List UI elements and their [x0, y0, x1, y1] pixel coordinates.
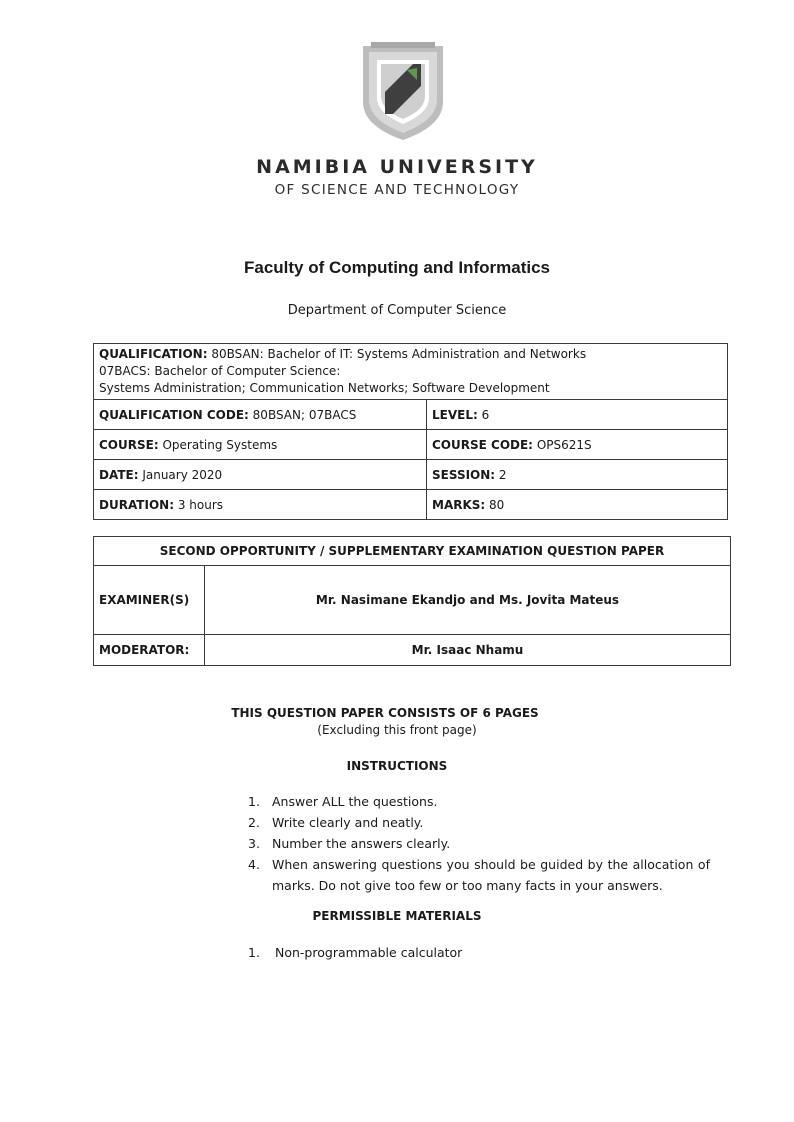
level-cell	[427, 400, 728, 430]
session-label: SESSION:	[432, 467, 496, 482]
course-code-label: COURSE CODE:	[432, 437, 533, 452]
marks-value: 80	[489, 497, 505, 512]
exam-type-heading: SECOND OPPORTUNITY / SUPPLEMENTARY EXAMINATION QUESTION PAPER	[94, 537, 731, 566]
qualification-line2: 07BACS: Bachelor of Computer Science:	[99, 364, 341, 378]
level-label: LEVEL:	[432, 407, 478, 422]
moderator-value: Mr. Isaac Nhamu	[205, 635, 731, 666]
instructions-heading: INSTRUCTIONS	[346, 759, 448, 773]
exam-info-table	[93, 343, 728, 520]
excluding-note: (Excluding this front page)	[317, 723, 477, 737]
list-item	[248, 854, 710, 896]
instructions-list	[248, 791, 710, 896]
date-value: January 2020	[142, 467, 223, 482]
materials-list	[248, 942, 710, 963]
qualification-label: QUALIFICATION:	[99, 347, 208, 361]
instruction-text: When answering questions you should be guided by the allocation of marks. Do not give too few or too many facts in your answers.	[272, 857, 710, 893]
session-value: 2	[498, 467, 507, 482]
qualification-line1: 80BSAN: Bachelor of IT: Systems Administration and Networks	[211, 347, 587, 361]
page-count-note: THIS QUESTION PAPER CONSISTS OF 6 PAGES	[231, 706, 539, 720]
examiner-table	[93, 536, 731, 666]
instruction-text: Number the answers clearly.	[272, 836, 451, 851]
course-code-value: OPS621S	[536, 437, 592, 452]
examiners-label: EXAMINER(S)	[94, 566, 205, 635]
qualification-line3: Systems Administration; Communication Networks; Software Development	[99, 381, 550, 395]
qualification-cell	[94, 344, 728, 400]
material-text: Non-programmable calculator	[275, 945, 463, 960]
list-number: 1.	[248, 794, 260, 809]
session-cell	[427, 460, 728, 490]
permissible-materials-heading: PERMISSIBLE MATERIALS	[312, 909, 482, 923]
course-code-cell	[427, 430, 728, 460]
course-cell	[94, 430, 427, 460]
qualification-code-label: QUALIFICATION CODE:	[99, 407, 249, 422]
university-name: NAMIBIA UNIVERSITY	[256, 156, 538, 178]
qualification-code-cell	[94, 400, 427, 430]
marks-label: MARKS:	[432, 497, 486, 512]
list-number: 2.	[248, 815, 260, 830]
list-item	[248, 833, 710, 854]
list-number: 4.	[248, 857, 260, 872]
duration-value: 3 hours	[177, 497, 224, 512]
list-item	[248, 942, 710, 963]
course-label: COURSE:	[99, 437, 159, 452]
instruction-text: Write clearly and neatly.	[272, 815, 424, 830]
marks-cell	[427, 490, 728, 520]
university-subtitle: OF SCIENCE AND TECHNOLOGY	[274, 182, 520, 198]
level-value: 6	[481, 407, 490, 422]
moderator-label: MODERATOR:	[94, 635, 205, 666]
duration-cell	[94, 490, 427, 520]
department-name: Department of Computer Science	[287, 303, 507, 318]
faculty-title: Faculty of Computing and Informatics	[243, 258, 550, 277]
date-cell	[94, 460, 427, 490]
examiners-value: Mr. Nasimane Ekandjo and Ms. Jovita Mateus	[205, 566, 731, 635]
date-label: DATE:	[99, 467, 139, 482]
university-logo	[355, 40, 451, 142]
list-item	[248, 791, 710, 812]
course-value: Operating Systems	[162, 437, 278, 452]
list-number: 1.	[248, 945, 260, 960]
list-number: 3.	[248, 836, 260, 851]
list-item	[248, 812, 710, 833]
duration-label: DURATION:	[99, 497, 174, 512]
qualification-code-value: 80BSAN; 07BACS	[252, 407, 357, 422]
instruction-text: Answer ALL the questions.	[272, 794, 438, 809]
